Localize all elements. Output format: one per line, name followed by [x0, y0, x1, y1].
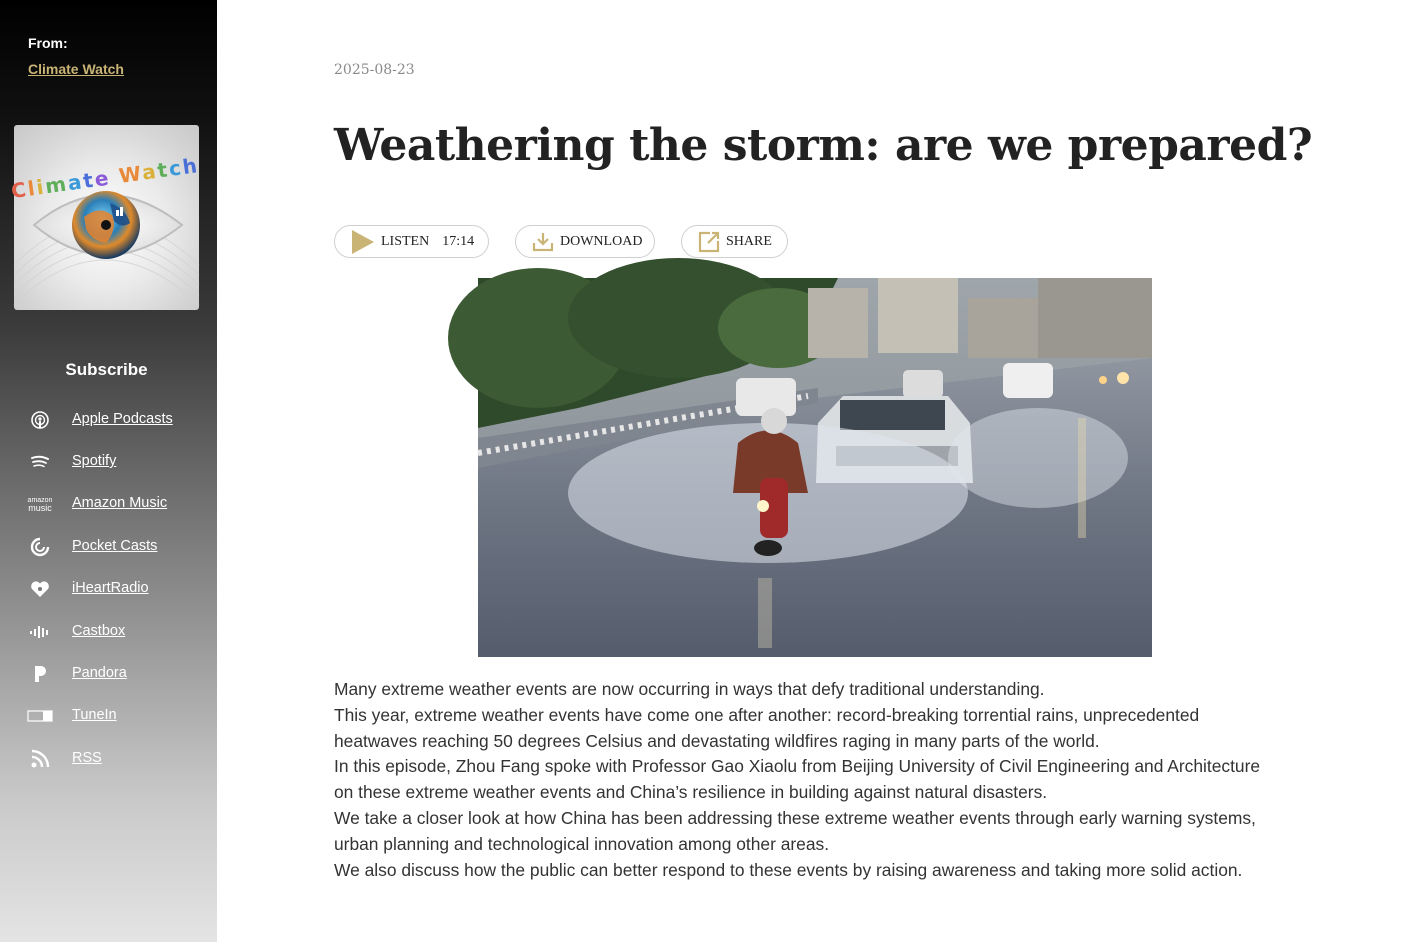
download-button[interactable] [515, 225, 655, 258]
episode-duration: 17:14 [442, 233, 475, 249]
subscribe-amazon-music[interactable] [26, 491, 206, 517]
episode-description [334, 677, 1274, 883]
description-paragraph: This year, extreme weather events have come one after another: record-breaking torrential rains, unprecedented heatwaves reaching 50 degrees Celsius and devastating wildfires raging in many parts of the world. [334, 704, 1200, 751]
episode-title: Weathering the storm: are we prepared? [334, 120, 1313, 171]
episode-photo [478, 278, 1152, 657]
episode-date: 2025-08-23 [334, 62, 415, 78]
amazon-music-icon [26, 493, 54, 515]
rss-icon [26, 748, 54, 770]
pandora-icon [26, 663, 54, 685]
subscribe-label: iHeartRadio [72, 580, 149, 596]
play-icon [351, 229, 375, 255]
description-paragraph: We also discuss how the public can better respond to these events by raising awareness and taking more solid action. [334, 859, 1243, 880]
subscribe-label: Castbox [72, 623, 126, 639]
subscribe-label: Spotify [72, 453, 117, 469]
subscribe-label: Pandora [72, 665, 127, 681]
iheartradio-icon [26, 578, 54, 600]
sidebar [0, 0, 217, 942]
pocket-casts-icon [26, 536, 54, 558]
download-icon [532, 232, 554, 252]
share-button[interactable] [681, 225, 788, 258]
subscribe-rss[interactable] [26, 746, 206, 772]
subscribe-title: Subscribe [65, 360, 148, 379]
subscribe-label: Amazon Music [72, 495, 168, 511]
apple-podcasts-icon [26, 409, 54, 431]
spotify-icon [26, 451, 54, 473]
from-label: From: [28, 35, 68, 51]
description-paragraph: We take a closer look at how China has been addressing these extreme weather events through early warning systems, urban planning and technological innovation among other areas. [334, 807, 1256, 854]
castbox-icon [26, 621, 54, 643]
rainy-street-image [478, 278, 1152, 657]
download-label: DOWNLOAD [560, 233, 643, 249]
cover-art-image [9, 125, 201, 310]
show-link[interactable]: Climate Watch [28, 61, 124, 77]
svg-text:music: music [28, 503, 52, 513]
subscribe-label: RSS [72, 750, 102, 766]
subscribe-label: Apple Podcasts [72, 411, 173, 427]
subscribe-tunein[interactable] [26, 703, 206, 729]
description-paragraph: In this episode, Zhou Fang spoke with Professor Gao Xiaolu from Beijing University of Civil Engineering and Architecture on these extreme weather events and China’s resilience in building against natural disasters. [334, 756, 1261, 803]
subscribe-pocket-casts[interactable] [26, 534, 206, 560]
share-icon [698, 231, 720, 253]
show-cover-art[interactable] [9, 125, 201, 310]
description-paragraph: Many extreme weather events are now occurring in ways that defy traditional understanding. [334, 679, 1045, 699]
subscribe-spotify[interactable] [26, 449, 206, 475]
subscribe-apple-podcasts[interactable] [26, 407, 206, 433]
subscribe-castbox[interactable] [26, 619, 206, 645]
svg-text:amazon: amazon [27, 497, 53, 504]
listen-label: LISTEN [381, 233, 430, 249]
share-label: SHARE [726, 233, 772, 249]
subscribe-label: Pocket Casts [72, 538, 158, 554]
cover-title-text: Climate Watch [9, 153, 201, 204]
listen-button[interactable] [334, 225, 489, 258]
subscribe-pandora[interactable] [26, 661, 206, 687]
subscribe-label: TuneIn [72, 707, 117, 723]
tunein-icon [26, 705, 54, 727]
subscribe-iheartradio[interactable] [26, 576, 206, 602]
